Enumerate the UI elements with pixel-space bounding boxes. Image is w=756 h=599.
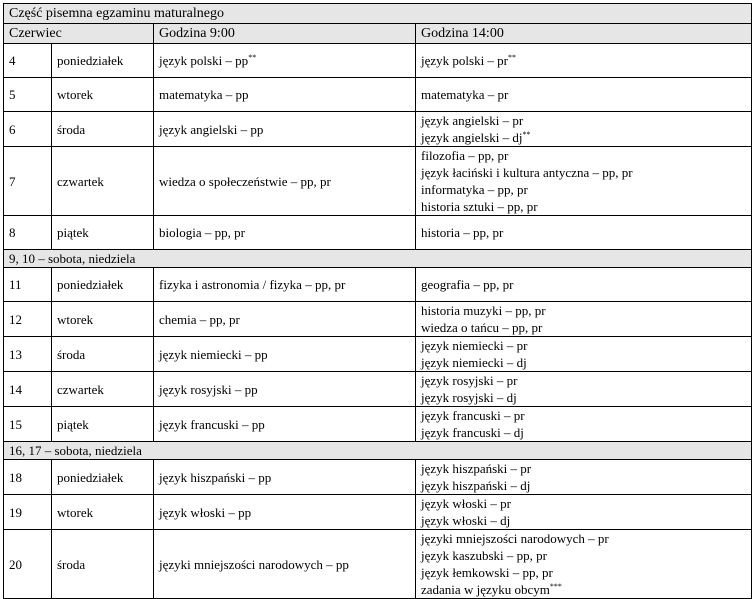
morning-header: Godzina 9:00 xyxy=(154,24,416,44)
exam-subject: wiedza o społeczeństwie – pp, pr xyxy=(159,173,331,189)
exam-subject: język włoski – pr xyxy=(421,496,511,511)
day-number: 7 xyxy=(4,147,52,216)
weekday: piątek xyxy=(52,216,154,250)
morning-exams xyxy=(154,530,416,599)
weekday: poniedziałek xyxy=(52,460,154,495)
exam-entry xyxy=(159,121,410,138)
exam-entry xyxy=(421,86,746,103)
exam-entry xyxy=(421,354,746,371)
exam-entry xyxy=(421,512,746,529)
exam-subject: historia muzyki – pp, pr xyxy=(421,303,546,318)
weekday: czwartek xyxy=(52,372,154,407)
exam-entry xyxy=(421,129,746,146)
column-header-row xyxy=(4,24,752,44)
afternoon-exams xyxy=(416,460,752,495)
title-row xyxy=(4,4,752,24)
exam-schedule-table xyxy=(3,3,752,599)
weekend-separator-row xyxy=(4,442,752,460)
exam-entry xyxy=(421,477,746,494)
exam-entry xyxy=(159,311,410,328)
morning-exams xyxy=(154,44,416,78)
morning-exams xyxy=(154,147,416,216)
exam-subject: język łemkowski – pp, pr xyxy=(421,565,553,580)
exam-entry xyxy=(159,381,410,398)
exam-subject: filozofia – pp, pr xyxy=(421,148,509,163)
exam-subject: język polski – pp xyxy=(159,53,249,68)
exam-subject: chemia – pp, pr xyxy=(159,311,240,327)
weekend-separator-row xyxy=(4,250,752,268)
weekday: poniedziałek xyxy=(52,268,154,302)
exam-entry xyxy=(421,181,746,198)
exam-day-row xyxy=(4,268,752,302)
day-number: 20 xyxy=(4,530,52,599)
exam-entry xyxy=(421,52,746,69)
exam-subject: język hiszpański – pr xyxy=(421,461,532,476)
exam-day-row xyxy=(4,407,752,442)
afternoon-header: Godzina 14:00 xyxy=(416,24,752,44)
exam-entry xyxy=(421,581,746,598)
exam-entry xyxy=(421,407,746,424)
exam-day-row xyxy=(4,112,752,147)
exam-entry xyxy=(421,564,746,581)
exam-subject: matematyka – pp xyxy=(159,87,249,102)
day-number: 6 xyxy=(4,112,52,147)
afternoon-exams xyxy=(416,44,752,78)
exam-subject: język włoski – dj xyxy=(421,513,511,528)
exam-subject: język polski – pr xyxy=(421,53,509,68)
exam-day-row xyxy=(4,78,752,112)
afternoon-exams xyxy=(416,112,752,147)
exam-subject: język rosyjski – pr xyxy=(421,373,518,388)
weekday: poniedziałek xyxy=(52,44,154,78)
exam-subject: język angielski – pp xyxy=(159,121,264,137)
exam-subject: język angielski – pr xyxy=(421,113,524,128)
exam-entry xyxy=(421,460,746,477)
footnote-marker: ** xyxy=(248,53,257,62)
exam-entry xyxy=(159,173,410,190)
footnote-marker: ** xyxy=(522,130,531,139)
exam-subject: język łaciński i kultura antyczna – pp, pr xyxy=(421,165,633,180)
weekday: środa xyxy=(52,337,154,372)
exam-entry xyxy=(421,302,746,319)
morning-exams xyxy=(154,268,416,302)
exam-day-row xyxy=(4,530,752,599)
exam-entry xyxy=(421,424,746,441)
day-number: 15 xyxy=(4,407,52,442)
exam-day-row xyxy=(4,216,752,250)
exam-subject: język niemiecki – dj xyxy=(421,355,527,370)
day-number: 19 xyxy=(4,495,52,530)
exam-subject: języki mniejszości narodowych – pp xyxy=(159,556,349,572)
day-number: 13 xyxy=(4,337,52,372)
exam-subject: język rosyjski – pp xyxy=(159,381,258,397)
exam-subject: geografia – pp, pr xyxy=(421,277,514,292)
exam-subject: język kaszubski – pp, pr xyxy=(421,548,548,563)
exam-subject: informatyka – pp, pr xyxy=(421,182,528,197)
morning-exams xyxy=(154,407,416,442)
exam-entry xyxy=(159,556,410,573)
month-header: Czerwiec xyxy=(4,24,154,44)
day-number: 8 xyxy=(4,216,52,250)
exam-subject: fizyka i astronomia / fizyka – pp, pr xyxy=(159,277,346,292)
table-title: Część pisemna egzaminu maturalnego xyxy=(4,4,752,24)
exam-entry xyxy=(421,147,746,164)
weekday: środa xyxy=(52,112,154,147)
exam-subject: zadania w języku obcym xyxy=(421,582,550,597)
weekday: wtorek xyxy=(52,78,154,112)
weekday: czwartek xyxy=(52,147,154,216)
weekday: środa xyxy=(52,530,154,599)
afternoon-exams xyxy=(416,337,752,372)
day-number: 18 xyxy=(4,460,52,495)
exam-entry xyxy=(421,389,746,406)
afternoon-exams xyxy=(416,268,752,302)
afternoon-exams xyxy=(416,216,752,250)
morning-exams xyxy=(154,302,416,337)
exam-entry xyxy=(421,224,746,241)
exam-subject: język hiszpański – pp xyxy=(159,469,272,485)
afternoon-exams xyxy=(416,372,752,407)
exam-entry xyxy=(421,276,746,293)
exam-subject: język francuski – dj xyxy=(421,425,524,440)
afternoon-exams xyxy=(416,407,752,442)
exam-subject: język angielski – dj xyxy=(421,130,523,145)
afternoon-exams xyxy=(416,78,752,112)
exam-subject: biologia – pp, pr xyxy=(159,225,245,240)
exam-subject: język rosyjski – dj xyxy=(421,390,517,405)
exam-entry xyxy=(421,198,746,215)
footnote-marker: *** xyxy=(549,582,562,591)
morning-exams xyxy=(154,372,416,407)
exam-entry xyxy=(421,337,746,354)
exam-entry xyxy=(159,416,410,433)
morning-exams xyxy=(154,78,416,112)
morning-exams xyxy=(154,112,416,147)
exam-entry xyxy=(421,547,746,564)
exam-subject: język niemiecki – pp xyxy=(159,346,268,362)
exam-subject: język niemiecki – pr xyxy=(421,338,528,353)
exam-entry xyxy=(159,276,410,293)
morning-exams xyxy=(154,216,416,250)
exam-day-row xyxy=(4,495,752,530)
exam-entry xyxy=(421,372,746,389)
exam-entry xyxy=(421,319,746,336)
exam-subject: historia – pp, pr xyxy=(421,225,504,240)
exam-entry xyxy=(159,504,410,521)
weekday: piątek xyxy=(52,407,154,442)
exam-day-row xyxy=(4,147,752,216)
day-number: 11 xyxy=(4,268,52,302)
exam-entry xyxy=(159,469,410,486)
afternoon-exams xyxy=(416,530,752,599)
exam-entry xyxy=(159,52,410,69)
weekend-label: 16, 17 – sobota, niedziela xyxy=(4,442,752,460)
exam-subject: matematyka – pr xyxy=(421,87,509,102)
exam-entry xyxy=(421,530,746,547)
day-number: 4 xyxy=(4,44,52,78)
exam-subject: język włoski – pp xyxy=(159,504,252,520)
day-number: 12 xyxy=(4,302,52,337)
exam-subject: język hiszpański – dj xyxy=(421,478,531,493)
exam-day-row xyxy=(4,44,752,78)
exam-subject: wiedza o tańcu – pp, pr xyxy=(421,320,543,335)
morning-exams xyxy=(154,495,416,530)
exam-entry xyxy=(159,86,410,103)
exam-day-row xyxy=(4,372,752,407)
exam-entry xyxy=(421,164,746,181)
exam-day-row xyxy=(4,460,752,495)
day-number: 5 xyxy=(4,78,52,112)
afternoon-exams xyxy=(416,495,752,530)
exam-day-row xyxy=(4,302,752,337)
exam-entry xyxy=(421,495,746,512)
morning-exams xyxy=(154,460,416,495)
afternoon-exams xyxy=(416,302,752,337)
afternoon-exams xyxy=(416,147,752,216)
exam-subject: historia sztuki – pp, pr xyxy=(421,199,538,214)
weekday: wtorek xyxy=(52,495,154,530)
morning-exams xyxy=(154,337,416,372)
exam-day-row xyxy=(4,337,752,372)
schedule-body xyxy=(4,44,752,599)
exam-subject: języki mniejszości narodowych – pr xyxy=(421,531,609,546)
exam-entry xyxy=(159,224,410,241)
weekend-label: 9, 10 – sobota, niedziela xyxy=(4,250,752,268)
weekday: wtorek xyxy=(52,302,154,337)
exam-subject: język francuski – pr xyxy=(421,408,525,423)
footnote-marker: ** xyxy=(508,53,517,62)
exam-subject: język francuski – pp xyxy=(159,416,265,432)
day-number: 14 xyxy=(4,372,52,407)
exam-entry xyxy=(159,346,410,363)
exam-entry xyxy=(421,112,746,129)
